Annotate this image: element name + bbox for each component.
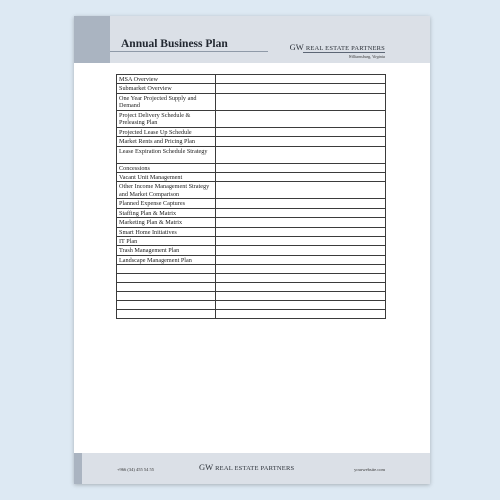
row-content-cell[interactable] xyxy=(216,75,386,84)
row-label-cell xyxy=(117,292,216,301)
row-label-cell: Projected Lease Up Schedule xyxy=(117,127,216,136)
table-row xyxy=(117,301,386,310)
table-row xyxy=(117,199,386,208)
footer-brand xyxy=(199,462,294,472)
row-label-cell: IT Plan xyxy=(117,237,216,246)
header-brand xyxy=(290,42,385,52)
table-row xyxy=(117,265,386,274)
table-row xyxy=(117,127,386,136)
header-accent-block xyxy=(74,16,110,63)
row-content-cell[interactable] xyxy=(216,146,386,163)
row-content-cell[interactable] xyxy=(216,208,386,217)
page-header xyxy=(74,16,430,63)
footer-brand-rest: REAL ESTATE PARTNERS xyxy=(215,465,295,472)
row-label-cell: Vacant Unit Management xyxy=(117,173,216,182)
row-label-cell: Submarket Overview xyxy=(117,84,216,93)
footer-phone: +966 (34) 455 54 55 xyxy=(117,467,155,472)
row-content-cell[interactable] xyxy=(216,246,386,255)
row-content-cell[interactable] xyxy=(216,265,386,274)
table-row xyxy=(117,182,386,199)
row-label-cell: One Year Projected Supply and Demand xyxy=(117,93,216,110)
row-content-cell[interactable] xyxy=(216,163,386,172)
row-label-cell: MSA Overview xyxy=(117,75,216,84)
row-content-cell[interactable] xyxy=(216,274,386,283)
table-row xyxy=(117,93,386,110)
row-content-cell[interactable] xyxy=(216,199,386,208)
table-row xyxy=(117,163,386,172)
table-row xyxy=(117,75,386,84)
row-content-cell[interactable] xyxy=(216,310,386,319)
row-content-cell[interactable] xyxy=(216,283,386,292)
row-label-cell: Marketing Plan & Matrix xyxy=(117,218,216,227)
row-content-cell[interactable] xyxy=(216,237,386,246)
row-label-cell: Lease Expiration Schedule Strategy xyxy=(117,146,216,163)
footer-website: yourwebsite.com xyxy=(354,467,385,472)
business-plan-table xyxy=(116,74,386,319)
row-label-cell: Staffing Plan & Matrix xyxy=(117,208,216,217)
row-content-cell[interactable] xyxy=(216,93,386,110)
table-row xyxy=(117,274,386,283)
table-row xyxy=(117,208,386,217)
row-label-cell xyxy=(117,274,216,283)
row-label-cell xyxy=(117,265,216,274)
row-label-cell xyxy=(117,310,216,319)
table-row xyxy=(117,227,386,236)
row-label-cell: Smart Home Initiatives xyxy=(117,227,216,236)
row-content-cell[interactable] xyxy=(216,182,386,199)
table-row xyxy=(117,255,386,264)
row-content-cell[interactable] xyxy=(216,137,386,146)
row-label-cell: Project Delivery Schedule & Preleasing Plan xyxy=(117,110,216,127)
row-label-cell: Market Rents and Pricing Plan xyxy=(117,137,216,146)
table-row xyxy=(117,292,386,301)
row-label-cell xyxy=(117,283,216,292)
table-row xyxy=(117,237,386,246)
table-row xyxy=(117,310,386,319)
table-row xyxy=(117,173,386,182)
document-page xyxy=(74,16,430,484)
document-title: Annual Business Plan xyxy=(121,38,228,50)
row-content-cell[interactable] xyxy=(216,255,386,264)
table-row xyxy=(117,137,386,146)
table-row xyxy=(117,218,386,227)
row-label-cell: Other Income Management Strategy and Market Comparison xyxy=(117,182,216,199)
table-row xyxy=(117,146,386,163)
header-brand-rest: REAL ESTATE PARTNERS xyxy=(305,45,385,52)
title-underline xyxy=(110,51,268,52)
table-row xyxy=(117,84,386,93)
brand-underline xyxy=(303,52,385,53)
row-content-cell[interactable] xyxy=(216,84,386,93)
table-row xyxy=(117,246,386,255)
business-plan-table-body xyxy=(117,75,386,319)
header-brand-lead: GW xyxy=(289,42,306,52)
row-label-cell: Landscape Management Plan xyxy=(117,255,216,264)
footer-accent-block xyxy=(74,453,82,484)
row-content-cell[interactable] xyxy=(216,127,386,136)
row-content-cell[interactable] xyxy=(216,292,386,301)
row-label-cell xyxy=(117,301,216,310)
row-content-cell[interactable] xyxy=(216,110,386,127)
table-row xyxy=(117,110,386,127)
row-content-cell[interactable] xyxy=(216,173,386,182)
row-label-cell: Trash Management Plan xyxy=(117,246,216,255)
row-content-cell[interactable] xyxy=(216,227,386,236)
page-footer xyxy=(74,453,430,484)
row-content-cell[interactable] xyxy=(216,218,386,227)
footer-brand-lead: GW xyxy=(199,462,216,472)
table-row xyxy=(117,283,386,292)
row-content-cell[interactable] xyxy=(216,301,386,310)
row-label-cell: Concessions xyxy=(117,163,216,172)
brand-location: Williamsburg, Virginia xyxy=(348,54,385,59)
row-label-cell: Planned Expense Captures xyxy=(117,199,216,208)
